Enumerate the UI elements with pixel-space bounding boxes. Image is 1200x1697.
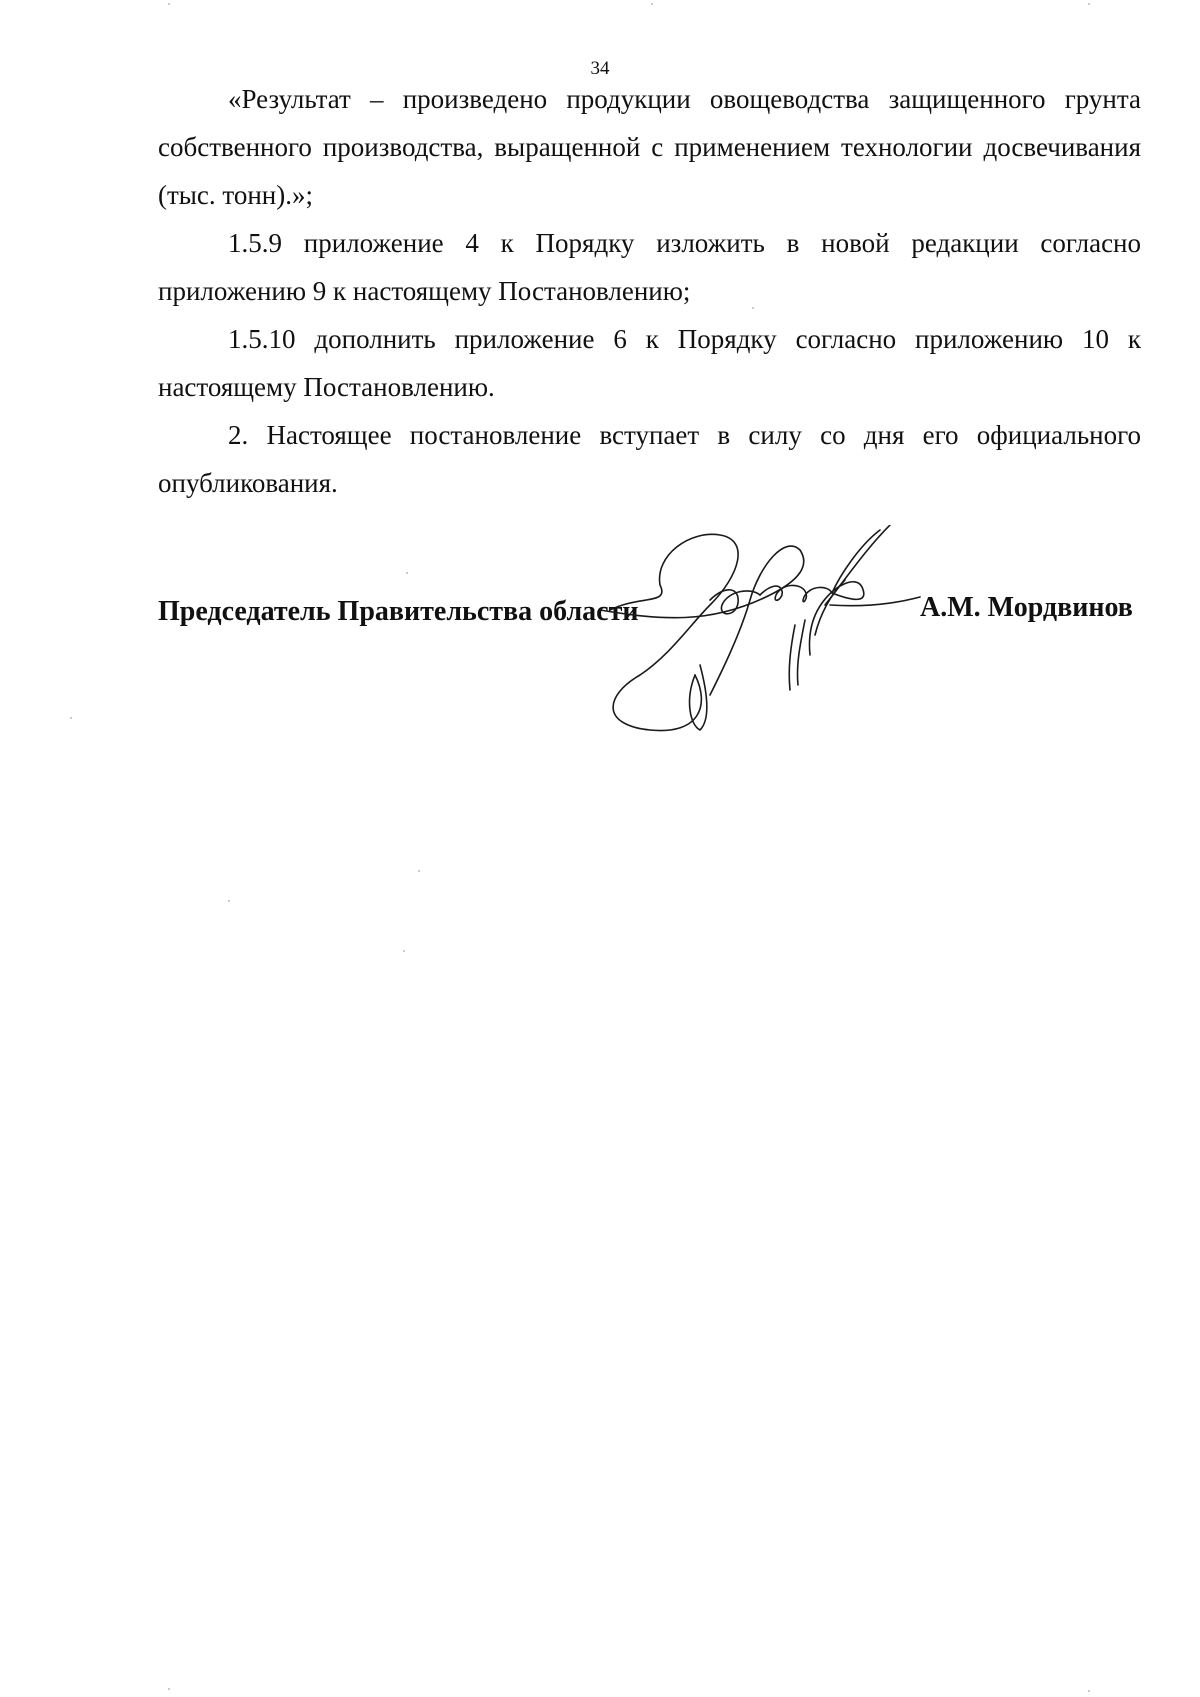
scan-speck (418, 870, 420, 872)
paragraph-result: «Результат – произведено продукции овощеводства защищенного грунта собственного производства, выращенной с применением технологии досвечивания (тыс. тонн).»; (158, 84, 1141, 210)
paragraph-1-5-9: 1.5.9 приложение 4 к Порядку изложить в новой редакции согласно приложению 9 к настоящему Постановлению; (158, 228, 1141, 306)
scan-speck (70, 717, 72, 719)
signatory-position: Председатель Правительства области (158, 596, 639, 627)
handwritten-signature (600, 525, 960, 735)
scan-speck (168, 1688, 170, 1690)
scan-speck (406, 572, 408, 574)
scan-speck (1088, 3, 1090, 5)
document-body (158, 75, 1141, 507)
signatory-name: А.М. Мордвинов (920, 592, 1133, 623)
scan-speck (752, 307, 754, 309)
page-number: 34 (590, 58, 610, 79)
scan-speck (168, 3, 170, 5)
paragraph-1-5-10: 1.5.10 дополнить приложение 6 к Порядку согласно приложению 10 к настоящему Постановлению. (158, 324, 1141, 402)
paragraph-2-effective-date: 2. Настоящее постановление вступает в силу со дня его официального опубликования. (158, 420, 1141, 498)
scan-speck (403, 950, 405, 952)
scan-speck (1088, 1690, 1090, 1692)
scan-speck (651, 3, 653, 5)
scan-speck (228, 900, 230, 902)
